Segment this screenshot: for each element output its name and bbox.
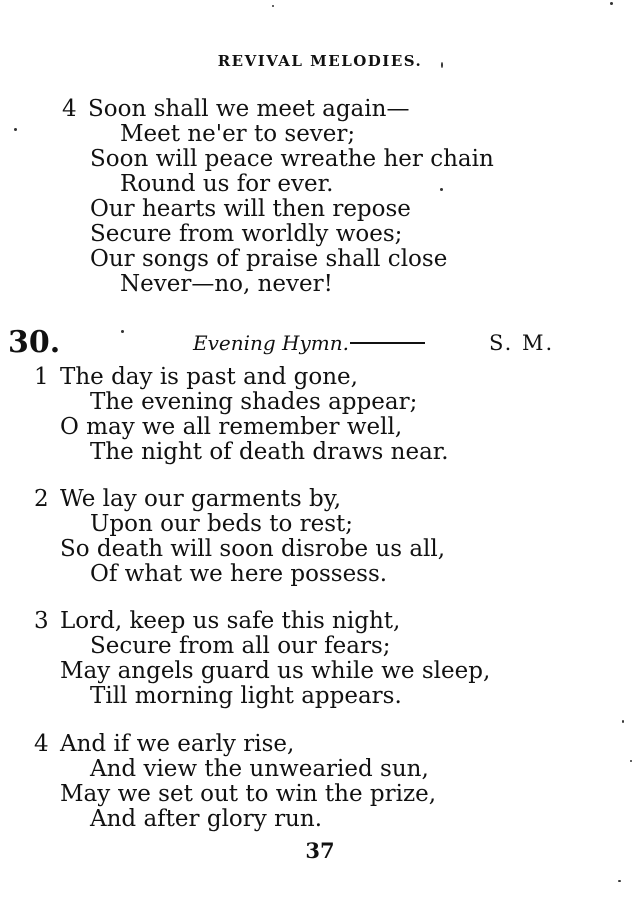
hymn-title: Evening Hymn. xyxy=(193,331,349,355)
stanza-line: 4 Soon shall we meet again— xyxy=(62,96,410,122)
stanza-line: 4 And if we early rise, xyxy=(34,731,295,757)
stanza-line: 2 We lay our garments by, xyxy=(34,486,342,512)
stanza-line: May angels guard us while we sleep, xyxy=(60,658,491,684)
stanza-number: 2 xyxy=(34,486,49,512)
stanza-line: 1 The day is past and gone, xyxy=(34,364,358,390)
stanza-line: The night of death draws near. xyxy=(90,439,449,465)
stanza-line: Never—no, never! xyxy=(120,271,333,297)
print-speck xyxy=(622,720,624,723)
stanza-line: So death will soon disrobe us all, xyxy=(60,536,446,562)
stanza-line: Round us for ever. xyxy=(120,171,334,197)
print-speck xyxy=(14,128,17,131)
stanza-line: Meet ne'er to sever; xyxy=(120,121,356,147)
stanza-number: 1 xyxy=(34,364,49,390)
stanza-number: 3 xyxy=(34,608,49,634)
stanza-line: And after glory run. xyxy=(90,806,322,832)
hymn-meter: S. M. xyxy=(489,331,555,355)
stanza-number: 4 xyxy=(62,96,77,122)
stanza-line: The evening shades appear; xyxy=(90,389,418,415)
stanza-line: O may we all remember well, xyxy=(60,414,403,440)
stanza-line: Our songs of praise shall close xyxy=(90,246,448,272)
title-rule xyxy=(350,342,425,344)
running-head: REVIVAL MELODIES. xyxy=(217,52,423,70)
print-speck xyxy=(121,330,124,333)
stanza-line: Secure from all our fears; xyxy=(90,633,391,659)
print-speck xyxy=(618,880,621,882)
stanza-line: Secure from worldly woes; xyxy=(90,221,403,247)
stanza-line: 3 Lord, keep us safe this night, xyxy=(34,608,401,634)
stanza-line: Our hearts will then repose xyxy=(90,196,411,222)
stanza-line: Upon our beds to rest; xyxy=(90,511,354,537)
print-speck xyxy=(630,760,632,762)
hymn-number: 30. xyxy=(8,325,61,360)
print-speck xyxy=(440,188,443,191)
stanza-line: Soon will peace wreathe her chain xyxy=(90,146,494,172)
print-speck xyxy=(441,62,443,68)
print-speck xyxy=(610,2,613,5)
stanza-number: 4 xyxy=(34,731,49,757)
print-speck xyxy=(272,5,274,7)
page-number: 37 xyxy=(305,838,335,863)
stanza-line: May we set out to win the prize, xyxy=(60,781,437,807)
stanza-line: Of what we here possess. xyxy=(90,561,388,587)
stanza-line: Till morning light appears. xyxy=(90,683,402,709)
stanza-line: And view the unwearied sun, xyxy=(90,756,429,782)
